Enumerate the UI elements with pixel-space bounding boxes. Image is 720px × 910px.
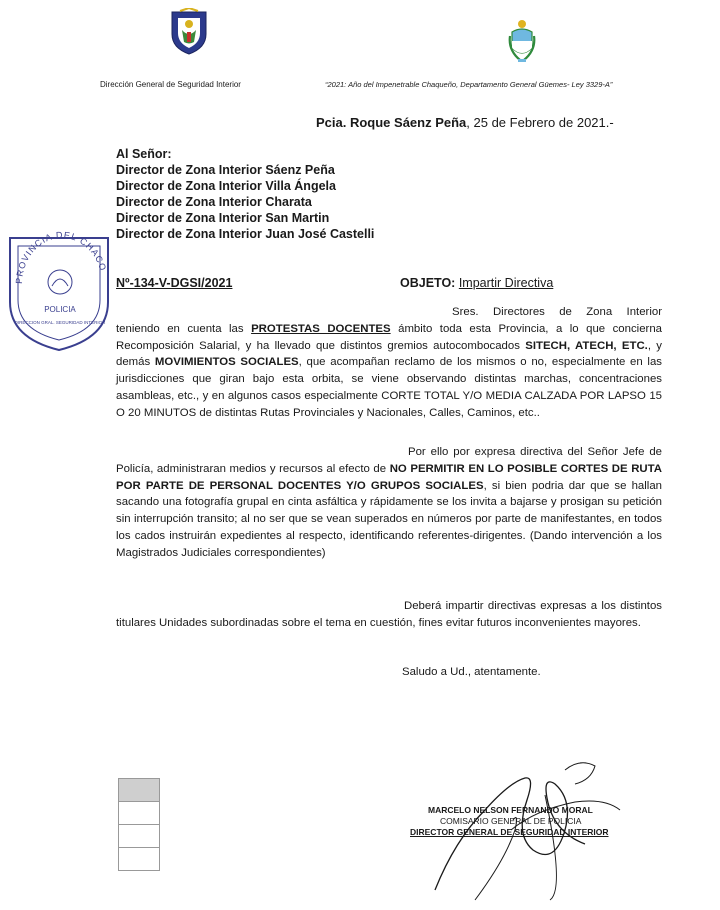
body-emphasis: SITECH, ATECH, ETC. <box>525 339 648 352</box>
objeto-value: Impartir Directiva <box>458 276 554 290</box>
body-text: Sres. Directores de Zona Interior teniendo en cuenta las <box>116 306 662 335</box>
place-and-date <box>316 115 614 130</box>
body-text: , si bien podria dar que se hallan sacando una fotografía grupal en cinta asfáltica y rápidamente se los invita a bajarse y prosigan su petición sin interrupción transito; al no ser que se vean superados en números por parte de manifestantes, en todos los cados instruirán expedientes al respecto, identificando referentes-dirigentes. (Dando intervención a los Magistrados Judiciales correspondientes) <box>116 479 662 559</box>
body-paragraph <box>116 304 662 422</box>
stamp-inner-text: POLICIA <box>44 305 76 314</box>
addressee-line: Director de Zona Interior Charata <box>116 195 312 209</box>
signatory-rank: COMISARIO GENERAL DE POLICIA <box>440 816 582 826</box>
register-box <box>118 847 160 871</box>
signature-block <box>410 805 660 838</box>
official-stamp <box>4 214 114 354</box>
objeto <box>400 276 553 290</box>
addressee-line: Al Señor: <box>116 147 172 161</box>
addressee-line: Director de Zona Interior San Martin <box>116 211 330 225</box>
header-motto: “2021: Año del Impenetrable Chaqueño, Departamento General Güemes- Ley 3329-A” <box>325 80 613 89</box>
register-box <box>118 801 160 824</box>
police-logo <box>168 8 210 56</box>
addressee-line: Director de Zona Interior Sáenz Peña <box>116 163 335 177</box>
province-crest <box>508 18 536 64</box>
body-emphasis: PROTESTAS DOCENTES <box>251 322 391 335</box>
addressee-block <box>116 146 374 242</box>
signatory-title: DIRECTOR GENERAL DE SEGURIDAD INTERIOR <box>410 827 609 837</box>
body-text: , que acompañan reclamo de los mismos o no, especialmente en las jurisdicciones que giran bajo esta orbita, se viene observando distintas marchas, concentraciones asambleas, etc., y en algunos casos especialmente CORTE TOTAL Y/O MEDIA CALZADA POR LAPSO 15 O 20 MINUTOS de distintas Rutas Provinciales y Nacionales, Calles, Caminos, etc.. <box>116 356 662 419</box>
body-text: ámbito toda esta Provincia, a lo que concierna Recomposición Salarial, y ha llevado que distintos gremios autocombocados <box>116 322 662 352</box>
register-box <box>118 824 160 847</box>
stamp-lower-text: DIRECCION GRAL. SEGURIDAD INTERIOR <box>14 320 106 325</box>
closing-salutation: Saludo a Ud., atentamente. <box>402 666 541 678</box>
signatory-name: MARCELO NELSON FERNANDO MORAL <box>428 805 593 815</box>
body-emphasis: NO PERMITIR EN LO POSIBLE CORTES DE RUTA POR PARTE DE PERSONAL DOCENTES Y/O GRUPOS SOCIALES <box>116 462 662 492</box>
body-text: Por ello por expresa directiva del Señor Jefe de Policía, administraran medios y recursos al efecto de <box>116 446 662 475</box>
document-number: Nº-134-V-DGSI/2021 <box>116 276 233 290</box>
body-paragraph <box>116 444 662 562</box>
place: Pcia. Roque Sáenz Peña <box>316 115 467 130</box>
stamp-ring-text: PROVINCIA DEL CHACO <box>13 229 109 285</box>
register-box <box>118 778 160 801</box>
addressee-line: Director de Zona Interior Villa Ángela <box>116 179 336 193</box>
addressee-line: Director de Zona Interior Juan José Castelli <box>116 227 375 241</box>
objeto-label: OBJETO: <box>400 276 456 290</box>
body-emphasis: MOVIMIENTOS SOCIALES <box>154 356 299 369</box>
date: , 25 de Febrero de 2021.- <box>466 115 614 130</box>
register-boxes <box>118 778 160 871</box>
body-paragraph <box>116 598 662 632</box>
body-text: Deberá impartir directivas expresas a los distintos titulares Unidades subordinadas sobre el tema en cuestión, fines evitar futuros inconvenientes mayores. <box>116 600 662 629</box>
header-organization: Dirección General de Seguridad Interior <box>100 80 241 89</box>
body-text: , y demás <box>116 339 663 369</box>
